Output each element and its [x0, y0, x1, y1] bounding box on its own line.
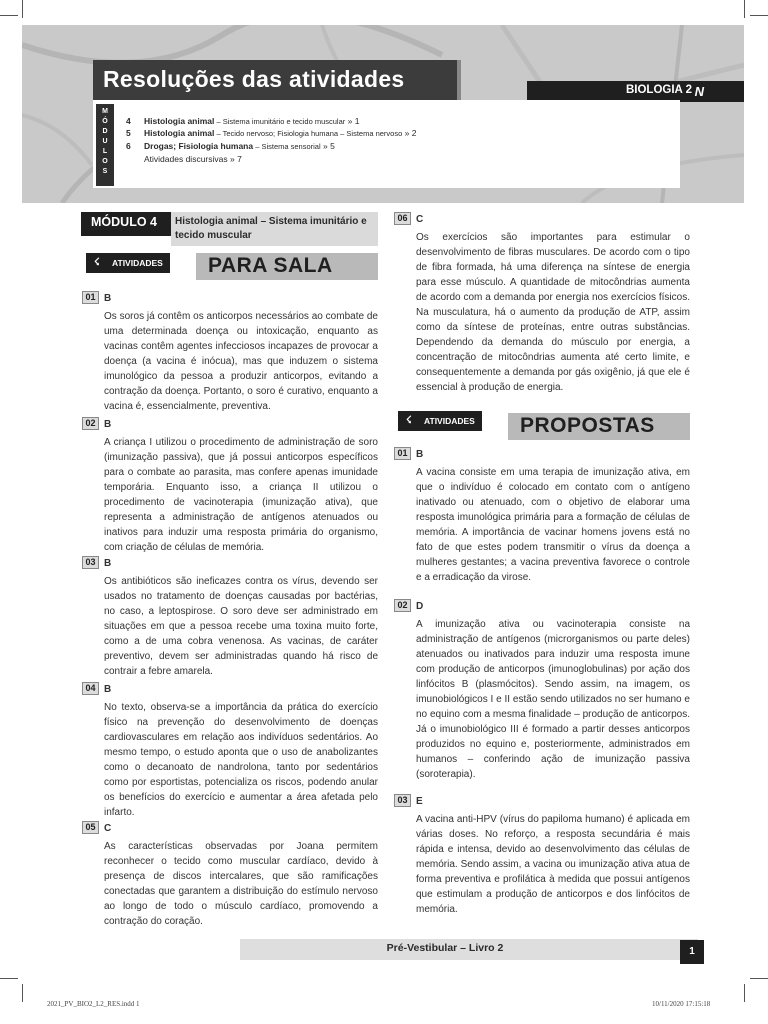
crop-mark	[22, 984, 23, 1002]
module-item[interactable]: 4 Histologia animal – Sistema imunitário e tecido muscular » 1	[126, 116, 360, 126]
question-number: 05	[82, 821, 99, 834]
question-answer: B	[104, 684, 112, 695]
question-answer: D	[416, 601, 424, 612]
footer-text: Pré-Vestibular – Livro 2	[386, 942, 504, 954]
question-number: 02	[394, 599, 411, 612]
para-sala-banner	[86, 253, 378, 281]
question-text: Os antibióticos são ineficazes contra os vírus, devendo ser usados no tratamento de doenças causadas por bactérias, no caso, a leptospirose. O soro deve ser administrado em situações em que a pessoa recebe uma toxina muito forte, como a de uma cobra venenosa. As vacinas, de caráter preventivo, devem ser administradas quando há risco de contrair a febre amarela.	[104, 576, 378, 677]
banner-tag: ☇ ATIVIDADES	[398, 411, 482, 431]
question-text: As características observadas por Joana permitem reconhecer o tecido como muscular cardíaco, devido à presença de discos intercalares, que são ramificações conectadas que garantem a distribuição do estímulo nervoso ao longo de todo o músculo cardíaco, promovendo a contração do coração.	[104, 841, 378, 927]
banner-title: PARA SALA	[208, 254, 333, 277]
page-title-box	[93, 60, 461, 100]
question-answer: B	[104, 558, 112, 569]
question-item	[397, 212, 690, 395]
banner-title: PROPOSTAS	[520, 414, 655, 437]
file-slug: 2021_PV_BIO2_L2_RES.indd 1	[47, 1000, 140, 1008]
page-number: 1	[680, 940, 704, 964]
crop-mark	[0, 978, 18, 979]
question-text: No texto, observa-se a importância da prática do exercício físico na prevenção do desenvolvimento de doenças cardiovasculares em relação aos indivíduos sedentários. Ao mesmo tempo, o estudo aponta que o uso de anabolizantes como o decanoato de nandrolona, tanto por sedentários como por esportistas, potencializa os riscos, podendo anular os benefícios do exercício e aumentar a área afetada pelo infarto.	[104, 702, 378, 818]
question-item	[85, 556, 378, 679]
modules-vertical-label: M Ó D U L O S	[96, 104, 114, 186]
question-answer: C	[104, 823, 112, 834]
question-number: 01	[394, 447, 411, 460]
modules-panel	[93, 100, 680, 188]
lightning-icon: ☇	[94, 257, 100, 268]
module-item[interactable]: 6 Drogas; Fisiologia humana – Sistema sensorial » 5	[126, 141, 335, 151]
question-number: 02	[82, 417, 99, 430]
question-text: A vacina anti-HPV (vírus do papiloma humano) é aplicada em várias doses. No reforço, a resposta secundária é mais rápida e intensa, devido ao desenvolvimento das células de memória. Sendo assim, a vacina ou imunização ativa atua de forma preventiva e profilática à medida que possui antígenos que estimulam a produção de anticorpos e dos linfócitos de memória.	[416, 814, 690, 915]
question-item	[85, 417, 378, 555]
date-slug: 10/11/2020 17:15:18	[652, 1000, 711, 1008]
question-text: A criança I utilizou o procedimento de administração de soro (imunização passiva), que já possui anticorpos específicos para o combate ao parasita, mas confere apenas imunidade temporária. Enquanto isso, a criança II utilizou o procedimento de vacinoterapia (imunização ativa), que representa a administração de antígenos atenuados ou inativos para induzir uma resposta primária do organismo, com criação de células de memória.	[104, 437, 378, 553]
propostas-banner	[398, 411, 690, 439]
question-answer: B	[104, 419, 112, 430]
brand-logo-icon: N	[694, 84, 704, 99]
question-item	[397, 794, 690, 917]
crop-mark	[750, 15, 768, 16]
footer-band	[240, 939, 698, 960]
module-item[interactable]: 5 Histologia animal – Tecido nervoso; Fisiologia humana – Sistema nervoso » 2	[126, 128, 417, 138]
question-number: 03	[394, 794, 411, 807]
question-answer: E	[416, 796, 423, 807]
question-answer: B	[416, 449, 424, 460]
module-item[interactable]: Atividades discursivas » 7	[144, 154, 242, 164]
question-number: 04	[82, 682, 99, 695]
question-number: 01	[82, 291, 99, 304]
question-answer: B	[104, 293, 112, 304]
question-item	[397, 447, 690, 585]
question-answer: C	[416, 214, 424, 225]
subject-box	[527, 81, 744, 102]
question-number: 06	[394, 212, 411, 225]
module-title: Histologia animal – Sistema imunitário e tecido muscular	[171, 212, 378, 246]
question-text: Os exercícios são importantes para estimular o desenvolvimento de fibras musculares. De acordo com o tipo de fibra formada, há uma diferença na síntese de energia para esse músculo. A quantidade de mitocôndrias aumenta de acordo com a demanda por energia nos exercícios físicos. Na musculatura, há o aumento da produção de ATP, assim como da síntese de proteínas, entre outras substâncias. Dependendo da demanda do músculo por energia, a concentração de mitocôndrias aumenta até certo limite, e consequentemente a demanda por gás oxigênio, já que ele é essencial à produção de energia.	[416, 232, 690, 393]
question-item	[85, 821, 378, 929]
banner-tag: ☇ ATIVIDADES	[86, 253, 170, 273]
crop-mark	[0, 15, 18, 16]
module-label: MÓDULO 4	[81, 212, 171, 236]
subject-label: BIOLOGIA 2	[625, 84, 692, 96]
crop-mark	[750, 978, 768, 979]
question-item	[85, 682, 378, 820]
crop-mark	[744, 0, 745, 18]
question-text: Os soros já contêm os anticorpos necessários ao combate de uma determinada doença ou intoxicação, enquanto as vacinas contêm agentes infecciosos incapazes de provocar a doença (a vacina é inócua), mas que induzem o sistema imunológico da pessoa a produzir anticorpos, evitando a contração da doença. Portanto, o soro é curativo, enquanto a vacina é, essencialmente, preventiva.	[104, 311, 378, 412]
question-item	[85, 291, 378, 414]
question-number: 03	[82, 556, 99, 569]
question-item	[397, 599, 690, 782]
banner-band	[508, 413, 690, 440]
question-text: A imunização ativa ou vacinoterapia consiste na administração de antígenos (microrganismos ou parte deles) atenuados ou inativados para induzir uma resposta imune com produção de anticorpos (imunoglobulinas) por ação dos linfócitos B (plasmócitos). Sendo assim, na imagem, os imunobiológicos I e II estão sendo utilizados no ser humano e no equino com a mesma finalidade – produção de anticorpos. Já o imunobiológico III é formado a partir desses anticorpos produzidos no equino e, posteriormente, administrados em humanos – conferindo ação de imunização passiva (soroterapia).	[416, 619, 690, 780]
question-text: A vacina consiste em uma terapia de imunização ativa, em que o indivíduo é colocado em contato com o antígeno inativado ou atenuado, com o objetivo de elaborar uma resposta imunológica primária para a formação de células de memória. A importância de vacinar homens jovens está no fato de que estes podem transmitir o vírus da doença a mulheres gestantes; a vacina preventiva favorece o controle e a erradicação da virose.	[416, 467, 690, 583]
crop-mark	[22, 0, 23, 18]
crop-mark	[744, 984, 745, 1002]
lightning-icon: ☇	[406, 415, 412, 426]
page-title: Resoluções das atividades	[103, 66, 405, 92]
banner-band	[196, 253, 378, 280]
